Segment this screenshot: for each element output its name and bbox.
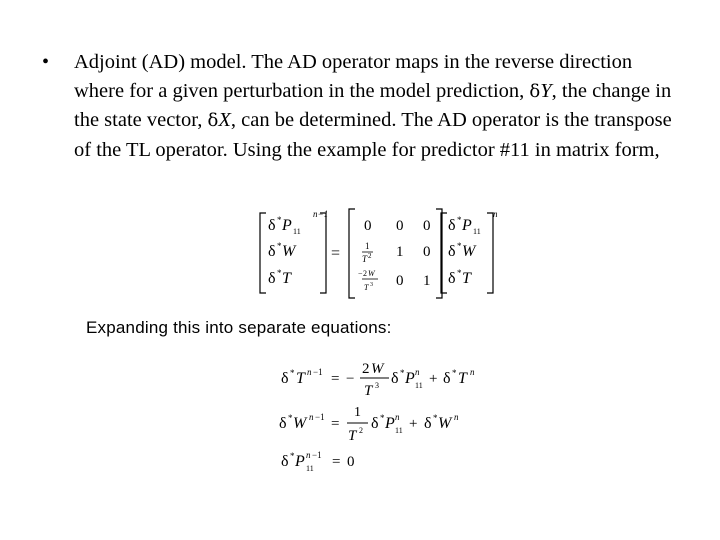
svg-text:0: 0 [423,218,431,234]
svg-text:T: T [296,370,305,387]
equation-p [281,450,355,473]
svg-text:n−1: n−1 [313,209,329,219]
svg-text:1: 1 [365,241,370,251]
svg-text:3: 3 [370,282,373,288]
svg-text:=: = [332,454,341,470]
svg-text:P: P [295,453,305,470]
svg-text:11: 11 [293,227,301,236]
bullet-mid: , the change in the state vector, [74,79,672,131]
svg-text:−: − [358,269,363,278]
svg-text:=: = [331,371,340,387]
svg-text:T: T [282,270,291,287]
svg-text:0: 0 [396,273,404,289]
svg-text:2: 2 [359,426,363,435]
svg-text:n: n [470,367,475,377]
svg-text:*: * [433,413,438,423]
svg-text:P: P [405,370,415,387]
svg-text:n: n [309,412,314,422]
svg-text:W: W [282,243,296,260]
y-variable: Y [540,79,552,102]
svg-text:*: * [290,451,295,461]
svg-text:n: n [415,367,420,377]
svg-text:11: 11 [395,426,403,435]
section-subheading: Expanding this into separate equations: [86,318,392,337]
svg-text:−1: −1 [313,367,323,377]
svg-text:n: n [493,209,498,219]
svg-text:n: n [306,450,311,460]
svg-text:0: 0 [396,218,404,234]
svg-text:11: 11 [473,227,481,236]
svg-text:T: T [348,428,357,444]
svg-text:W: W [368,269,375,278]
svg-text:0: 0 [347,454,355,470]
svg-text:*: * [277,215,282,225]
svg-text:δ: δ [448,270,456,287]
svg-text:*: * [400,368,405,378]
svg-text:n: n [454,412,459,422]
svg-text:δ: δ [371,415,379,432]
svg-text:δ: δ [281,453,289,470]
svg-text:δ: δ [268,243,276,260]
svg-text:=: = [331,416,340,432]
svg-text:*: * [380,413,385,423]
svg-text:δ: δ [281,370,289,387]
svg-text:T: T [462,270,471,287]
svg-text:2: 2 [362,361,370,377]
svg-text:P: P [385,415,395,432]
svg-text:2: 2 [368,252,372,260]
svg-text:δ: δ [448,243,456,260]
svg-text:W: W [293,415,307,432]
bullet-outro: , can be determined. The AD operator is the transpose of the TL operator. Using the example for predictor #11 in matrix form, [74,109,672,161]
bullet-marker: • [42,51,50,73]
svg-text:δ: δ [279,415,287,432]
svg-text:*: * [452,368,457,378]
equation-t [281,361,475,399]
svg-text:*: * [457,215,462,225]
svg-text:T: T [458,370,467,387]
svg-text:11: 11 [306,464,314,473]
svg-text:δ: δ [424,415,432,432]
svg-text:W: W [462,243,476,260]
svg-text:11: 11 [415,381,423,390]
svg-text:+: + [409,416,418,432]
svg-text:δ: δ [268,270,276,287]
svg-text:*: * [277,241,282,251]
equation-w [279,405,459,444]
svg-text:n: n [307,367,312,377]
svg-text:*: * [457,268,462,278]
svg-text:n: n [395,412,400,422]
svg-text:W: W [438,415,452,432]
svg-text:P: P [282,217,292,234]
svg-text:0: 0 [364,218,372,234]
svg-text:δ: δ [391,370,399,387]
delta-symbol: δ [529,80,541,102]
x-variable: X [218,109,231,131]
svg-text:P: P [462,217,472,234]
svg-text:T: T [362,254,368,264]
svg-text:*: * [288,413,293,423]
svg-text:*: * [457,241,462,251]
bullet-intro: Adjoint (AD) model. The AD operator maps in the reverse direction where for a given perturbation in the model prediction, [74,51,633,102]
svg-text:2: 2 [363,269,367,278]
svg-text:W: W [371,361,384,377]
svg-text:−: − [346,371,355,387]
svg-text:*: * [290,368,295,378]
svg-text:−1: −1 [315,412,325,422]
svg-text:1: 1 [396,244,404,260]
svg-text:δ: δ [448,217,456,234]
svg-text:T: T [364,383,373,399]
svg-text:−1: −1 [312,450,322,460]
svg-text:3: 3 [375,381,379,390]
svg-text:0: 0 [423,244,431,260]
svg-text:δ: δ [443,370,451,387]
svg-text:δ: δ [268,217,276,234]
svg-text:*: * [277,268,282,278]
svg-text:1: 1 [354,405,361,420]
equals-sign: = [331,245,341,262]
svg-text:1: 1 [423,273,431,289]
delta-symbol-2: δ [207,110,219,131]
svg-text:T: T [364,283,369,292]
svg-text:+: + [429,371,438,387]
